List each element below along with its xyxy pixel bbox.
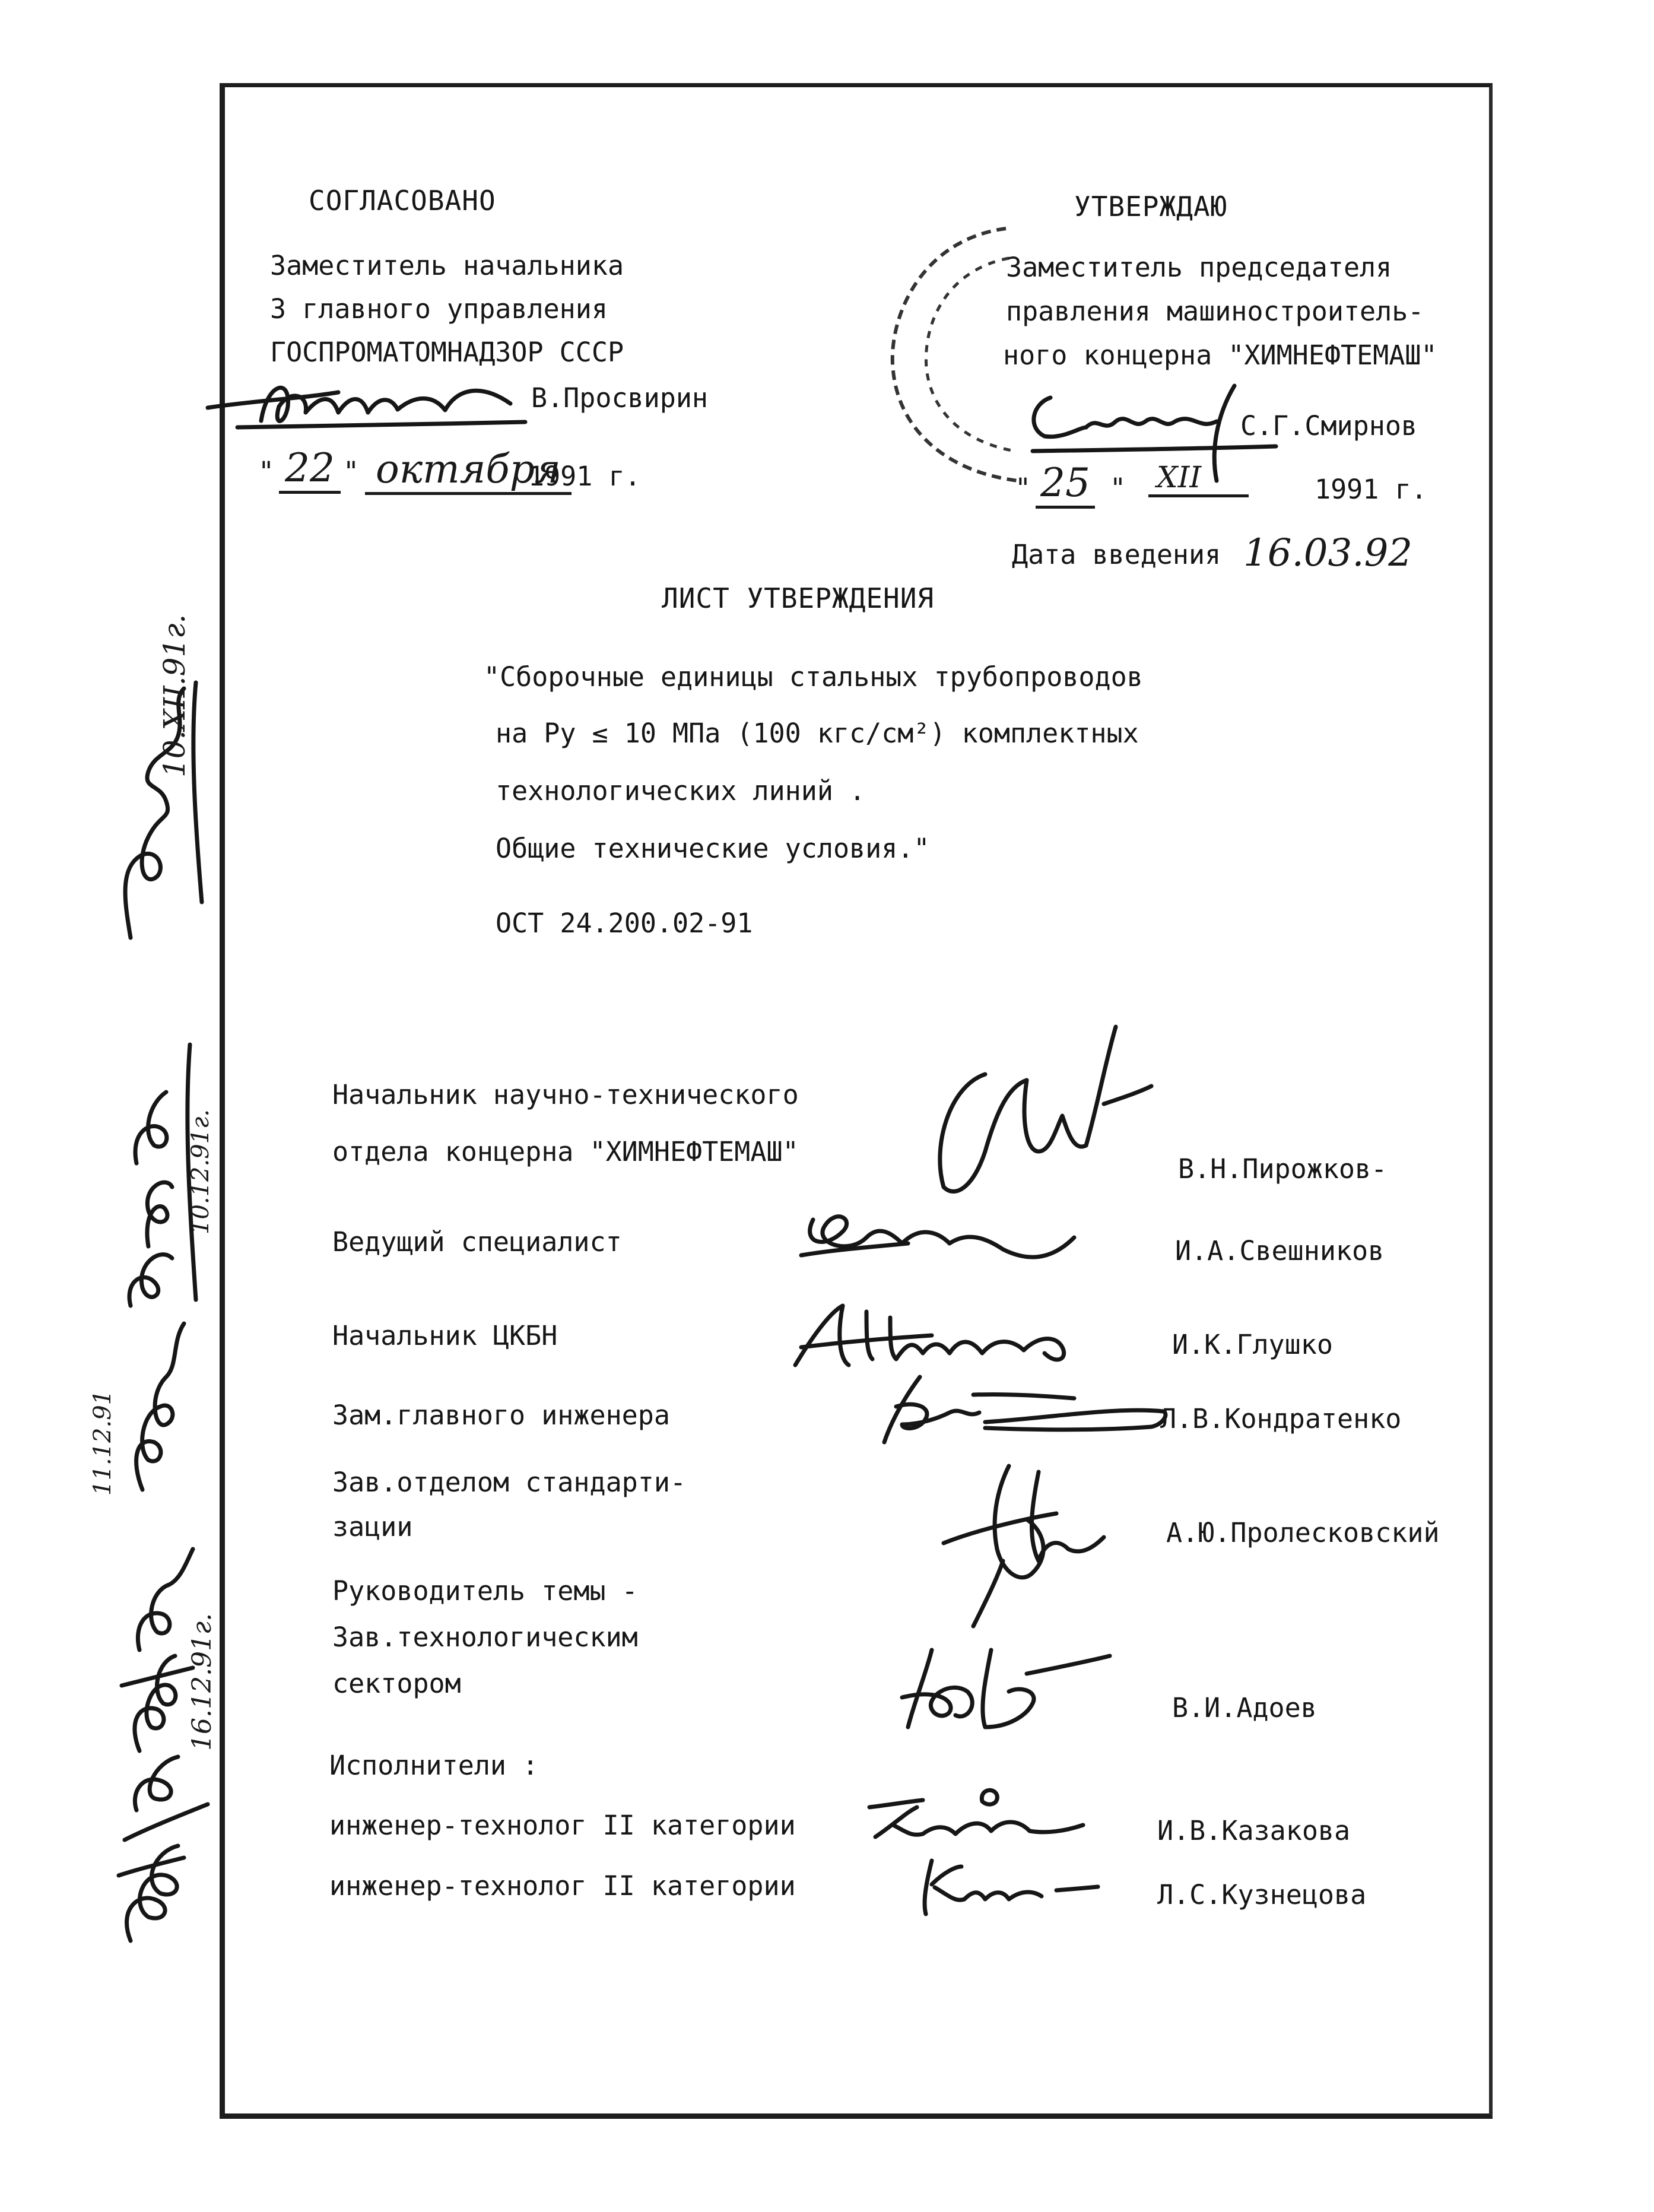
signatory-1-role-line-2: отдела концерна "ХИМНЕФТЕМАШ" — [332, 1136, 799, 1167]
signatory-2-role: Ведущий специалист — [332, 1226, 622, 1258]
approved-line-1: Заместитель председателя — [1006, 252, 1392, 283]
agreed-date-open-quote: " — [258, 456, 275, 487]
approved-date-month: XII — [1148, 460, 1249, 497]
agreed-date-day: 22 — [279, 445, 341, 494]
approved-line-2: правления машиностроитель- — [1006, 296, 1424, 327]
signature-prosvirin — [202, 371, 534, 436]
subject-line-3: технологических линий . — [496, 775, 866, 807]
approved-date-open-quote: " — [1015, 472, 1031, 504]
performer-1-role: инженер-технолог II категории — [329, 1810, 796, 1841]
signature-kondratenko — [866, 1365, 1175, 1448]
signatory-3-role: Начальник ЦКБН — [332, 1320, 558, 1351]
agreed-date-month: октября — [365, 446, 572, 495]
agreed-title: СОГЛАСОВАНО — [309, 185, 496, 217]
agreed-line-2: 3 главного управления — [270, 293, 608, 325]
performer-2-role: инженер-технолог II категории — [329, 1870, 796, 1902]
signatory-1-name: В.Н.Пирожков- — [1178, 1153, 1388, 1185]
performers-title: Исполнители : — [329, 1750, 539, 1781]
subject-line-1: "Сборочные единицы стальных трубопроводов — [484, 661, 1143, 693]
approved-title: УТВЕРЖДАЮ — [1074, 191, 1228, 223]
agreed-date-close-quote: " — [343, 456, 360, 487]
margin-note-3: 11.12.91 — [89, 1389, 116, 1496]
signatory-4-role: Зам.главного инженера — [332, 1399, 670, 1431]
agreed-name: В.Просвирин — [531, 382, 709, 414]
signatory-1-role-line-1: Начальник научно-технического — [332, 1079, 799, 1110]
standard-number: ОСТ 24.200.02-91 — [496, 907, 753, 939]
approved-date-close-quote: " — [1110, 472, 1126, 504]
introduction-date-label: Дата введения — [1012, 539, 1221, 570]
approved-date-day: 25 — [1036, 460, 1095, 509]
performer-2-name: Л.С.Кузнецова — [1157, 1879, 1367, 1910]
signature-sveshnikov — [789, 1196, 1086, 1273]
signatory-6-role-line-3: сектором — [332, 1668, 461, 1699]
introduction-date-value: 16.03.92 — [1243, 531, 1412, 575]
margin-signature-3 — [107, 1306, 196, 1496]
subject-line-2: на Ру ≤ 10 МПа (100 кгс/см²) комплектных — [496, 718, 1139, 749]
signature-kuznetsova — [908, 1849, 1104, 1920]
margin-note-2: 10.12.91г. — [187, 1109, 214, 1234]
margin-note-4: 16.12.91г. — [187, 1613, 217, 1751]
margin-signature-5 — [101, 1745, 220, 1947]
signature-adoev — [890, 1638, 1116, 1739]
agreed-date-year: 1991 г. — [528, 461, 641, 492]
approved-line-3: ного концерна "ХИМНЕФТЕМАШ" — [1003, 339, 1437, 371]
signatory-5-role-line-2: зации — [332, 1511, 413, 1543]
agreed-line-3: ГОСПРОМАТОМНАДЗОР СССР — [270, 337, 624, 368]
agreed-line-1: Заместитель начальника — [270, 250, 624, 281]
approved-date-year: 1991 г. — [1315, 474, 1427, 505]
margin-note-1: 10.XII.91г. — [157, 614, 192, 777]
signatory-6-name: В.И.Адоев — [1172, 1692, 1317, 1724]
subject-line-4: Общие технические условия." — [496, 833, 930, 864]
signatory-2-name: И.А.Свешников — [1175, 1235, 1385, 1267]
sheet-title: ЛИСТ УТВЕРЖДЕНИЯ — [662, 582, 935, 614]
signature-pirozhkov — [908, 1009, 1157, 1205]
signatory-6-role-line-2: Зав.технологическим — [332, 1621, 638, 1653]
signatory-3-name: И.К.Глушко — [1172, 1329, 1333, 1360]
signature-proleskovsky — [938, 1454, 1128, 1632]
signatory-5-name: А.Ю.Пролесковский — [1166, 1517, 1440, 1548]
signatory-6-role-line-1: Руководитель темы - — [332, 1575, 638, 1607]
approved-name: С.Г.Смирнов — [1240, 410, 1418, 442]
signature-kazakova — [858, 1783, 1095, 1849]
signatory-5-role-line-1: Зав.отделом стандарти- — [332, 1467, 687, 1498]
performer-1-name: И.В.Казакова — [1157, 1815, 1351, 1846]
signatory-4-name: Л.В.Кондратенко — [1160, 1403, 1402, 1435]
